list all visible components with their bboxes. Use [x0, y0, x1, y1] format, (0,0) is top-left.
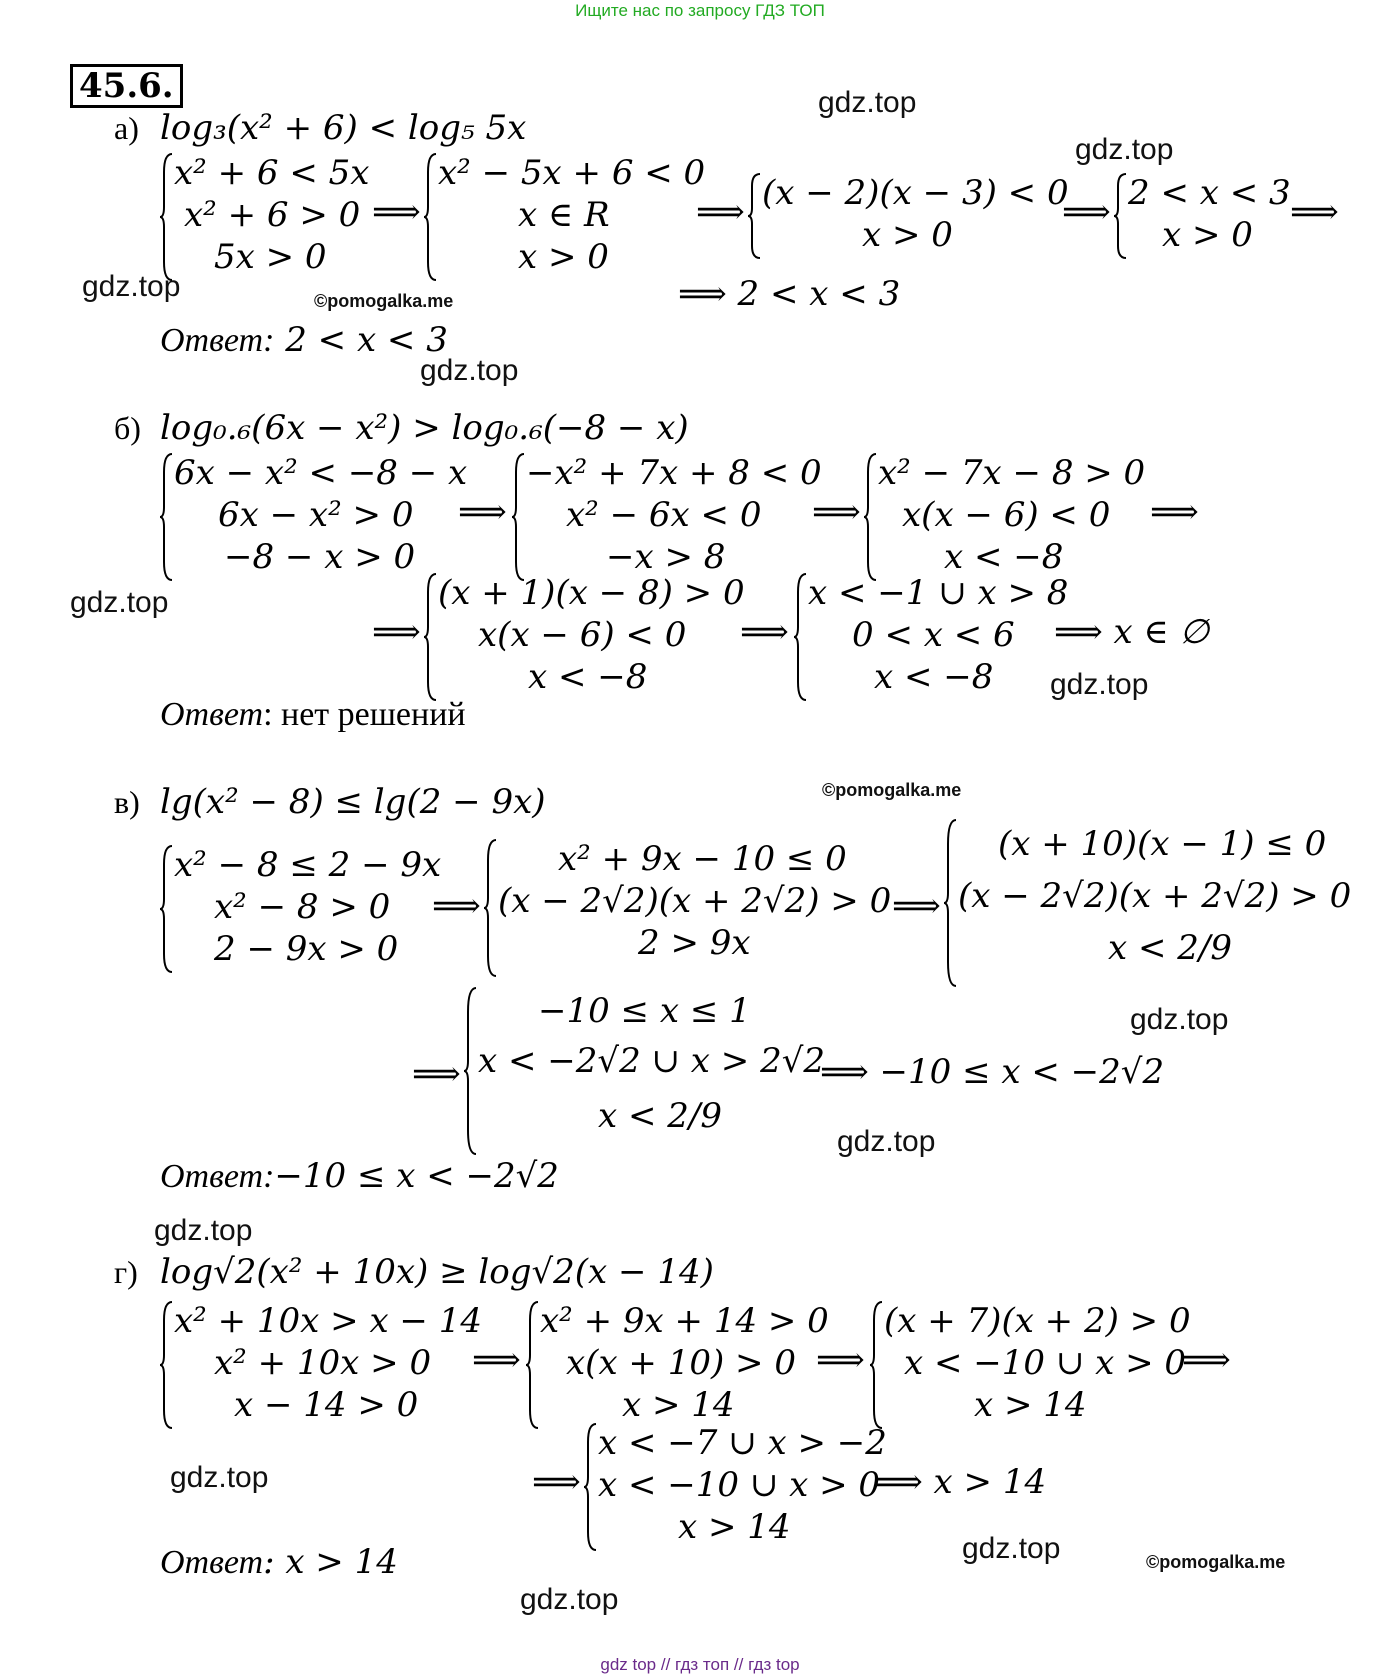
- implies-arrow: ⟹: [372, 612, 421, 652]
- system-row: 0 < x < 6: [852, 615, 1015, 655]
- part-v-system-2: [484, 838, 904, 978]
- part-g-result: ⟹ x > 14: [874, 1462, 1047, 1502]
- part-g-answer: [160, 1542, 398, 1582]
- implies-arrow: ⟹: [412, 1054, 461, 1094]
- part-g-system-2: [526, 1300, 829, 1430]
- watermark-gdz: gdz.top: [520, 1583, 619, 1616]
- system-row: x² + 10x > x − 14: [174, 1301, 482, 1341]
- part-g-system-3: [870, 1300, 1190, 1430]
- part-a-problem: log₃(x² + 6) < log₅ 5x: [160, 108, 527, 148]
- system-row: x > 14: [622, 1385, 735, 1425]
- part-v-system-1: [160, 844, 450, 974]
- part-v-system-3: [944, 818, 1364, 988]
- system-row: x > 0: [862, 215, 953, 255]
- system-row: x < −2√2 ∪ x > 2√2: [478, 1041, 826, 1081]
- watermark-gdz: gdz.top: [170, 1461, 269, 1494]
- footer-link[interactable]: гдз топ: [675, 1655, 730, 1674]
- footer-link[interactable]: гдз top: [748, 1655, 800, 1674]
- watermark-pomogalka: ©pomogalka.me: [822, 780, 962, 800]
- part-b-system-3: [864, 452, 1154, 582]
- part-b-result: ⟹ x ∈ ∅: [1054, 612, 1210, 652]
- system-row: x < −8: [528, 657, 648, 697]
- system-row: x(x − 6) < 0: [478, 615, 687, 655]
- implies-arrow: ⟹: [372, 192, 421, 232]
- task-number: 45.6.: [70, 64, 183, 108]
- system-row: (x + 10)(x − 1) ≤ 0: [998, 824, 1327, 864]
- answer-word: Ответ:: [160, 1158, 275, 1195]
- system-row: x(x − 6) < 0: [902, 495, 1111, 535]
- system-row: x < −10 ∪ x > 0: [904, 1343, 1187, 1383]
- part-g-system-4: [584, 1422, 887, 1552]
- system-row: −x > 8: [606, 537, 726, 577]
- footer-link[interactable]: gdz top: [600, 1655, 657, 1674]
- watermark-gdz: gdz.top: [962, 1532, 1061, 1565]
- answer-word: Ответ: [160, 1544, 264, 1581]
- part-b-system-5: [794, 572, 1069, 702]
- implies-arrow: ⟹: [892, 886, 941, 926]
- answer-value: −10 ≤ x < −2√2: [274, 1156, 559, 1196]
- part-b-label: б): [114, 410, 141, 446]
- system-row: x² − 5x + 6 < 0: [438, 153, 706, 193]
- part-b-system-2: [512, 452, 822, 582]
- watermark-pomogalka: ©pomogalka.me: [314, 291, 454, 311]
- implies-arrow: ⟹: [1182, 1340, 1231, 1380]
- header-search-hint: Ищите нас по запросу ГДЗ ТОП: [575, 1, 825, 20]
- part-v-problem: lg(x² − 8) ≤ lg(2 − 9x): [160, 782, 546, 822]
- system-row: (x − 2√2)(x + 2√2) > 0: [958, 876, 1352, 916]
- system-row: x(x + 10) > 0: [566, 1343, 796, 1383]
- footer-separator: //: [733, 1655, 744, 1674]
- system-row: x < −10 ∪ x > 0: [598, 1465, 881, 1505]
- watermark-gdz: gdz.top: [420, 354, 519, 387]
- system-row: x < −7 ∪ x > −2: [598, 1423, 887, 1463]
- system-row: x² + 9x − 10 ≤ 0: [558, 839, 847, 879]
- part-a-system-2: [424, 152, 704, 282]
- implies-arrow: ⟹: [532, 1462, 581, 1502]
- part-v-label: в): [114, 784, 140, 820]
- part-b-system-1: [160, 452, 468, 582]
- system-row: 2 > 9x: [638, 923, 751, 963]
- watermark-gdz: gdz.top: [818, 86, 917, 119]
- system-row: x < 2/9: [1108, 928, 1232, 968]
- system-row: x² − 7x − 8 > 0: [878, 453, 1146, 493]
- part-g-system-1: [160, 1300, 480, 1430]
- part-a-result: ⟹ 2 < x < 3: [678, 274, 901, 314]
- system-row: x² + 6 > 0: [184, 195, 361, 235]
- implies-arrow: ⟹: [458, 492, 507, 532]
- system-row: x² + 9x + 14 > 0: [540, 1301, 829, 1341]
- answer-value: : нет решений: [263, 696, 466, 733]
- part-a-system-1: [160, 152, 400, 282]
- system-row: 6x − x² < −8 − x: [174, 453, 468, 493]
- watermark-gdz: gdz.top: [82, 270, 181, 303]
- system-row: x < −8: [944, 537, 1064, 577]
- system-row: (x − 2√2)(x + 2√2) > 0: [498, 881, 892, 921]
- system-row: 2 < x < 3: [1128, 173, 1291, 213]
- system-row: 2 − 9x > 0: [214, 929, 399, 969]
- watermark-gdz: gdz.top: [70, 586, 169, 619]
- implies-arrow: ⟹: [812, 492, 861, 532]
- part-a-system-4: [1114, 172, 1314, 260]
- part-g-label: г): [114, 1254, 138, 1290]
- system-row: −8 − x > 0: [224, 537, 416, 577]
- system-row: x < 2/9: [598, 1096, 722, 1136]
- system-row: x² + 6 < 5x: [174, 153, 370, 193]
- footer-links: [0, 1655, 1400, 1675]
- system-row: (x + 7)(x + 2) > 0: [884, 1301, 1191, 1341]
- watermark-gdz: gdz.top: [1050, 668, 1149, 701]
- implies-arrow: ⟹: [432, 886, 481, 926]
- system-row: (x − 2)(x − 3) < 0: [762, 173, 1069, 213]
- watermark-pomogalka: ©pomogalka.me: [1146, 1552, 1286, 1572]
- implies-arrow: ⟹: [740, 612, 789, 652]
- system-row: (x + 1)(x − 8) > 0: [438, 573, 745, 613]
- answer-value: : x > 14: [263, 1542, 398, 1582]
- system-row: 5x > 0: [214, 237, 327, 277]
- watermark-gdz: gdz.top: [1130, 1003, 1229, 1036]
- part-v-answer: [160, 1156, 559, 1196]
- part-a-label: а): [114, 110, 139, 146]
- answer-value: 2 < x < 3: [285, 320, 448, 360]
- system-row: x > 0: [518, 237, 609, 277]
- implies-arrow: ⟹: [1290, 192, 1339, 232]
- system-row: x² − 6x < 0: [566, 495, 762, 535]
- part-b-system-4: [424, 572, 754, 702]
- footer-separator: //: [660, 1655, 671, 1674]
- implies-arrow: ⟹: [472, 1340, 521, 1380]
- system-row: x < −8: [874, 657, 994, 697]
- system-row: x ∈ R: [518, 195, 610, 235]
- part-v-result: ⟹ −10 ≤ x < −2√2: [820, 1052, 1165, 1092]
- implies-arrow: ⟹: [696, 192, 745, 232]
- answer-word: Ответ: [160, 696, 264, 733]
- part-b-answer: [160, 694, 466, 734]
- system-row: −x² + 7x + 8 < 0: [526, 453, 822, 493]
- part-b-problem: log₀.₆(6x − x²) > log₀.₆(−8 − x): [160, 408, 689, 448]
- answer-word: Ответ:: [160, 322, 275, 359]
- system-row: 6x − x² > 0: [218, 495, 414, 535]
- system-row: x > 14: [678, 1507, 791, 1547]
- implies-arrow: ⟹: [1150, 492, 1199, 532]
- system-row: x² − 8 ≤ 2 − 9x: [174, 845, 442, 885]
- part-v-system-4: [464, 986, 844, 1156]
- part-a-answer: [160, 320, 448, 360]
- system-row: x² − 8 > 0: [214, 887, 391, 927]
- system-row: x > 0: [1162, 215, 1253, 255]
- watermark-gdz: gdz.top: [154, 1214, 253, 1247]
- implies-arrow: ⟹: [816, 1340, 865, 1380]
- part-a-system-3: [748, 172, 1078, 260]
- implies-arrow: ⟹: [1062, 192, 1111, 232]
- system-row: −10 ≤ x ≤ 1: [538, 991, 751, 1031]
- system-row: x < −1 ∪ x > 8: [808, 573, 1069, 613]
- system-row: x − 14 > 0: [234, 1385, 419, 1425]
- system-row: x² + 10x > 0: [214, 1343, 432, 1383]
- watermark-gdz: gdz.top: [1075, 133, 1174, 166]
- part-g-problem: log√2(x² + 10x) ≥ log√2(x − 14): [160, 1252, 714, 1292]
- system-row: x > 14: [974, 1385, 1087, 1425]
- watermark-gdz: gdz.top: [837, 1125, 936, 1158]
